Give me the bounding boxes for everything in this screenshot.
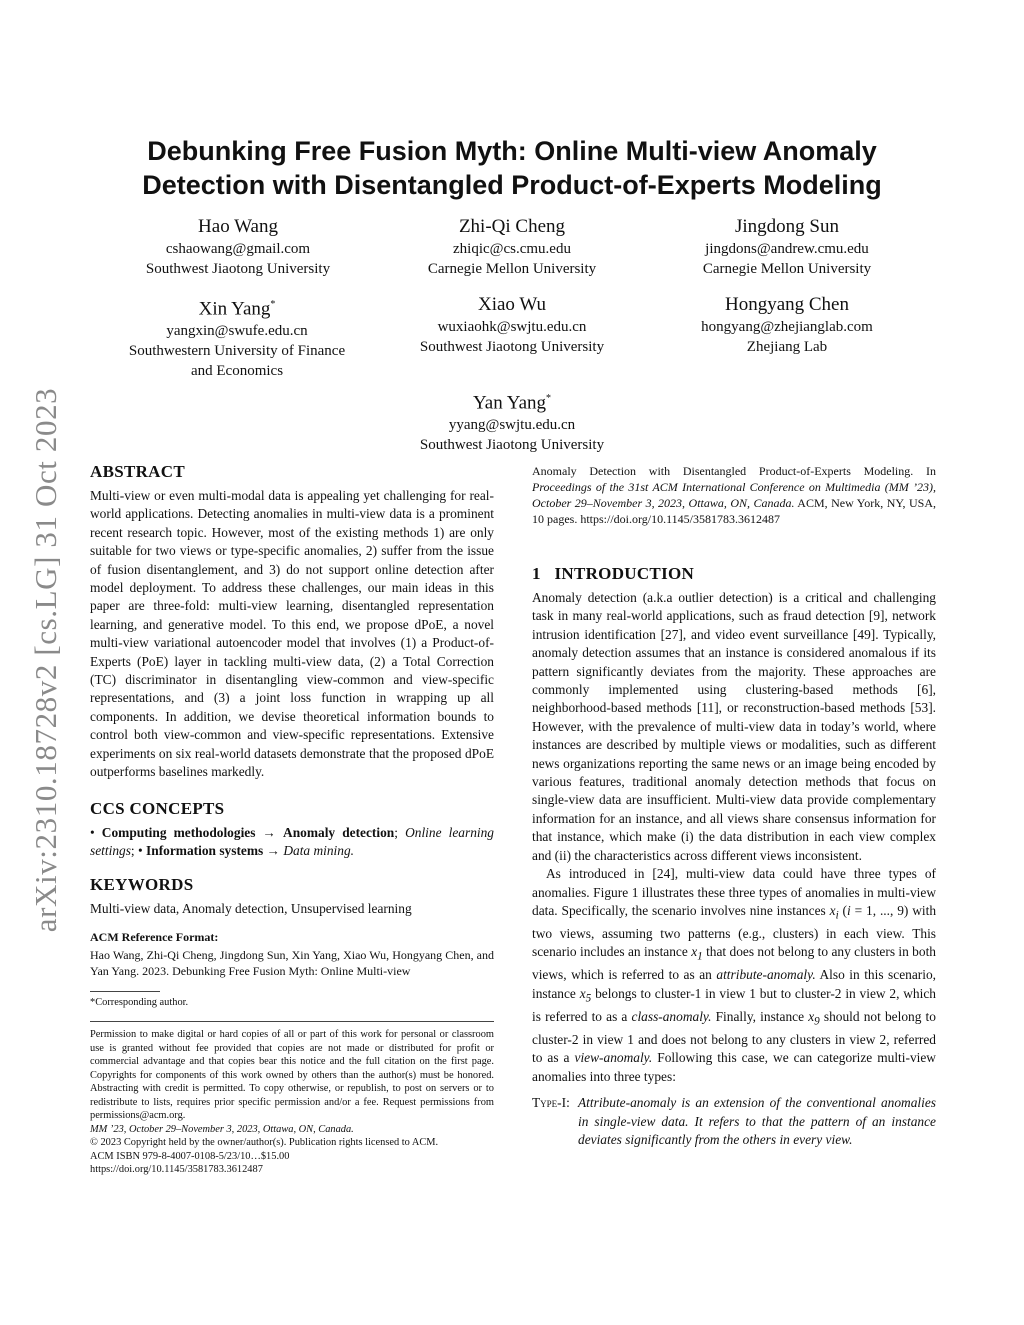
acm-reference-text: Hao Wang, Zhi-Qi Cheng, Jingdong Sun, Xin Yang, Xiao Wu, Hongyang Chen, and Yan Yang. 2023. Debunking Free Fusion Myth: Online Multi-view xyxy=(90,947,494,978)
intro-paragraph-2: As introduced in [24], multi-view data could have three types of anomalies. Figure 1 illustrates these three types of anomalies in multi-view data. Specifically, the scenario involves nine instances $x_i$ (i = 1, ..., 9) with two views, assuming two patterns (e.g., clusters) in each view. This scenario includes an instance $x_1$ that does not belong to any clusters in both views, which is referred to as an attribute-anomaly. Also in this scenario, instance $x_5$ belongs to cluster-1 in view 1 but to cluster-2 in view 2, which is referred to as a class-anomaly. Finally, instance $x_9$ should not belong to cluster-2 in view 1 and does not belong to any clusters in view 2, referred to as a view-anomaly. Following this case, we can categorize multi-view anomalies into three types: xyxy=(532,866,937,1084)
left-column xyxy=(90,461,494,1177)
author-affiliation: Southwest Jiaotong University xyxy=(419,437,605,454)
author-block xyxy=(362,293,662,357)
conference-line: MM ’23, October 29–November 3, 2023, Ottawa, ON, Canada. xyxy=(90,1123,354,1135)
author-block xyxy=(362,215,662,279)
title-line-1: Debunking Free Fusion Myth: Online Multi-view Anomaly xyxy=(147,136,877,166)
intro-paragraph-1: Anomaly detection (a.k.a outlier detection) is a critical and challenging task in many real-world applications, such as fraud detection [9], network intrusion identification [27], and video event surveillance [49]. Typically, anomaly detection assumes that an instance is considered anomalous if its pattern significantly deviates from the majority. These approaches are commonly implemented using clustering-based methods [6], neighborhood-based methods [11], or reconstruction-based methods [53]. However, with the prevalence of multi-view data in today’s world, where instances are described by multiple views or modalities, such as different news organizations reporting the same news or an image being encoded by various features, traditional anomaly detection methods that focus on single-view data are insufficient. Multi-view data provide complementary information for an instance, and all views share consensus information for that instance, which make (i) the data distribution in each view complex and (ii) the characteristics across different views inconsistent. xyxy=(532,590,936,863)
ccs-concepts-text: • Computing methodologies → Anomaly detection; Online learning settings; • Information systems → Data mining. xyxy=(90,824,494,858)
corresponding-author-note: *Corresponding author. xyxy=(90,996,189,1008)
arxiv-identifier: arXiv:2310.18728v2 [cs.LG] 31 Oct 2023 xyxy=(28,387,63,933)
footnote-rule xyxy=(90,991,160,992)
author-email: yangxin@swufe.edu.cn xyxy=(166,323,308,340)
author-email: zhiqic@cs.cmu.edu xyxy=(453,241,571,257)
keywords-heading: KEYWORDS xyxy=(90,875,194,895)
author-block xyxy=(362,387,662,455)
right-column xyxy=(532,463,936,1149)
author-email: wuxiaohk@swjtu.edu.cn xyxy=(437,319,587,335)
author-affiliation: Carnegie Mellon University xyxy=(702,261,872,277)
author-block xyxy=(87,293,387,381)
author-affiliation: and Economics xyxy=(190,363,284,380)
author-name: Yan Yang* xyxy=(472,392,552,414)
author-name: Hao Wang xyxy=(198,216,278,237)
copyright-line: © 2023 Copyright held by the owner/author(s). Publication rights licensed to ACM. xyxy=(90,1137,439,1149)
author-affiliation: Southwest Jiaotong University xyxy=(145,261,331,277)
permission-text: Permission to make digital or hard copies of all or part of this work for personal or classroom use is granted without fee provided that copies are not made or distributed for profit or commercial advantage and that copies bear this notice and the full citation on the first page. Copyrights for components of this work owned by others than the author(s) must be honored. Abstracting with credit is permitted. To copy otherwise, or republish, to post on servers or to redistribute to lists, requires prior specific permission and/or a fee. Request permissions from permissions@acm.org. xyxy=(90,1029,494,1122)
author-block xyxy=(637,293,937,357)
type-1-text: Attribute-anomaly is an extension of the conventional anomalies in single-view data. It refers to that the pattern of an instance deviates significantly from the others in every view. xyxy=(578,1095,936,1148)
ccs-heading: CCS CONCEPTS xyxy=(90,798,225,818)
arxiv-stamp xyxy=(16,360,76,960)
acm-reference-continued: Anomaly Detection with Disentangled Product-of-Experts Modeling. In Proceedings of the 31st ACM International Conference on Multimedia (MM ’23), October 29–November 3, 2023, Ottawa, ON, Canada. ACM, New York, NY, USA, 10 pages. https://doi.org/10.1145/3581783.3612487 xyxy=(532,464,936,526)
isbn-line: ACM ISBN 979-8-4007-0108-5/23/10…$15.00 xyxy=(90,1150,290,1162)
author-affiliation: Southwestern University of Finance xyxy=(128,343,346,360)
type-1-definition xyxy=(532,1094,936,1149)
author-name: Hongyang Chen xyxy=(724,294,849,315)
keywords-text: Multi-view data, Anomaly detection, Unsupervised learning xyxy=(90,901,412,917)
author-affiliation: Carnegie Mellon University xyxy=(427,261,597,277)
paper-title xyxy=(100,134,924,202)
author-email: hongyang@zhejianglab.com xyxy=(701,319,873,335)
title-line-2: Detection with Disentangled Product-of-Experts Modeling xyxy=(142,170,882,200)
acm-reference-label: ACM Reference Format: xyxy=(90,929,219,944)
author-email: cshaowang@gmail.com xyxy=(165,241,311,257)
author-block xyxy=(637,215,937,279)
author-affiliation: Southwest Jiaotong University xyxy=(419,339,605,355)
doi-link[interactable]: https://doi.org/10.1145/3581783.3612487 xyxy=(90,1164,263,1176)
type-1-label: Type-I: xyxy=(532,1095,570,1111)
abstract-text: Multi-view or even multi-modal data is appealing yet challenging for real-world applications. Detecting anomalies in multi-view data is a prominent recent research topic. However, most of the existing methods 1) are only suitable for two views or type-specific anomalies, 2) suffer from the issue of fusion disentanglement, and 3) do not support online detection after model deployment. To address these challenges, our main ideas in this paper are three-fold: multi-view learning, disentangled representation learning, and generative model. To this end, we propose dPoE, a novel multi-view variational autoencoder model that involves (1) a Product-of-Experts (PoE) layer in tackling multi-view data, (2) a Total Correction (TC) discriminator in disentangling view-common and view-specific representations, and (3) a joint loss function in wrapping up all components. In addition, we devise theoretical information bounds to control both view-common and view-specific representations. Extensive experiments on six real-world datasets demonstrate that the proposed dPoE outperforms baselines markedly. xyxy=(90,488,494,780)
permission-rule xyxy=(90,1021,494,1022)
author-name: Xin Yang* xyxy=(198,298,276,320)
author-affiliation: Zhejiang Lab xyxy=(746,339,828,355)
author-email: jingdons@andrew.cmu.edu xyxy=(705,241,869,257)
author-name: Xiao Wu xyxy=(477,294,546,315)
introduction-heading: 1 INTRODUCTION xyxy=(532,564,695,583)
author-email: yyang@swjtu.edu.cn xyxy=(448,417,576,434)
abstract-heading: ABSTRACT xyxy=(90,462,185,481)
author-block xyxy=(88,215,388,279)
author-name: Zhi-Qi Cheng xyxy=(458,216,566,237)
author-name: Jingdong Sun xyxy=(735,216,839,237)
